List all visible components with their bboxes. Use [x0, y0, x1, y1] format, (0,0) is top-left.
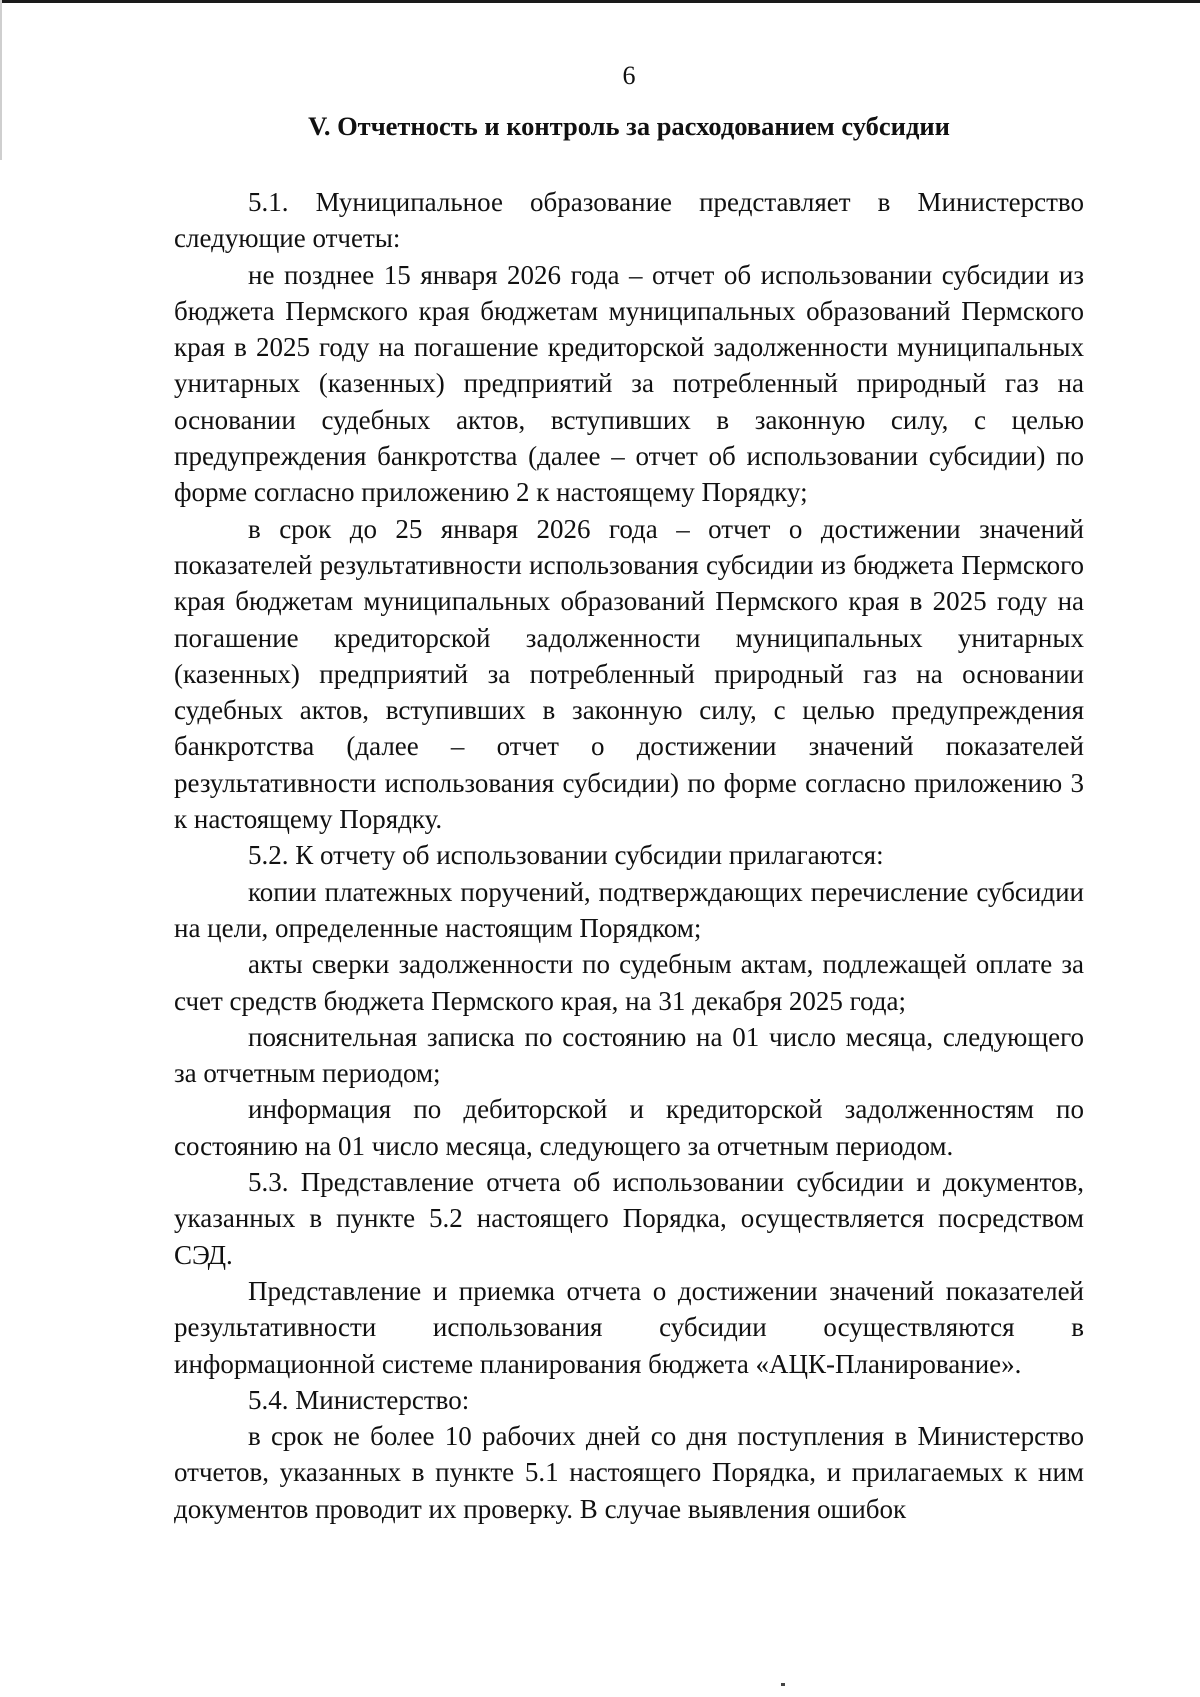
page-number: 6 — [622, 61, 636, 90]
scan-border-top — [0, 0, 1200, 3]
paragraph-5-3: 5.3. Представление отчета об использовании субсидии и документов, указанных в пункте 5.2 настоящего Порядка, осуществляется посредством СЭД. — [174, 1167, 1084, 1270]
paragraph-reconciliation-acts: акты сверки задолженности по судебным актам, подлежащей оплате за счет средств бюджета Пермского края, на 31 декабря 2025 года; — [174, 949, 1084, 1016]
paragraph-explanatory-note: пояснительная записка по состоянию на 01 число месяца, следующего за отчетным периодом; — [174, 1021, 1084, 1089]
paragraph-verification: в срок не более 10 рабочих дней со дня поступления в Министерство отчетов, указанных в пункте 5.1 настоящего Порядка, и прилагаемых к ним документов проводит их проверку. В случае выявления ошибок — [174, 1421, 1084, 1524]
section-title: V. Отчетность и контроль за расходованием субсидии — [308, 111, 950, 141]
document-page — [174, 58, 1084, 1527]
paragraph-payment-orders: копии платежных поручений, подтверждающих перечисление субсидии на цели, определенные настоящим Порядком; — [174, 876, 1084, 943]
paragraph-usage-report: не позднее 15 января 2026 года – отчет об использовании субсидии из бюджета Пермского края бюджетам муниципальных образований Пермского края в 2025 году на погашение кредиторской задолженности муниципальных унитарных (казенных) предприятий за потребленный природный газ на основании судебных актов, вступивших в законную силу, с целью предупреждения банкротства (далее – отчет об использовании субсидии) по форме согласно приложению 2 к настоящему Порядку; — [174, 259, 1084, 508]
paragraph-5-4: 5.4. Министерство: — [248, 1384, 470, 1415]
scan-border-left — [0, 0, 2, 160]
scan-speck — [781, 1683, 785, 1686]
paragraph-5-1: 5.1. Муниципальное образование представляет в Министерство следующие отчеты: — [174, 187, 1084, 254]
paragraph-results-report: в срок до 25 января 2026 года – отчет о достижении значений показателей результативности использования субсидии из бюджета Пермского края бюджетам муниципальных образований Пермского края в 2025 году на погашение кредиторской задолженности муниципальных унитарных (казенных) предприятий за потребленный природный газ на основании судебных актов, вступивших в законную силу, с целью предупреждения банкротства (далее – отчет о достижении значений показателей результативности использования субсидии) по форме согласно приложению 3 к настоящему Порядку. — [174, 513, 1084, 835]
paragraph-acck-planning: Представление и приемка отчета о достижении значений показателей результативности использования субсидии осуществляются в информационной системе планирования бюджета «АЦК-Планирование». — [174, 1275, 1084, 1379]
paragraph-5-2: 5.2. К отчету об использовании субсидии прилагаются: — [248, 840, 884, 871]
paragraph-debt-information: информация по дебиторской и кредиторской задолженностям по состоянию на 01 число месяца, следующего за отчетным периодом. — [174, 1094, 1084, 1161]
